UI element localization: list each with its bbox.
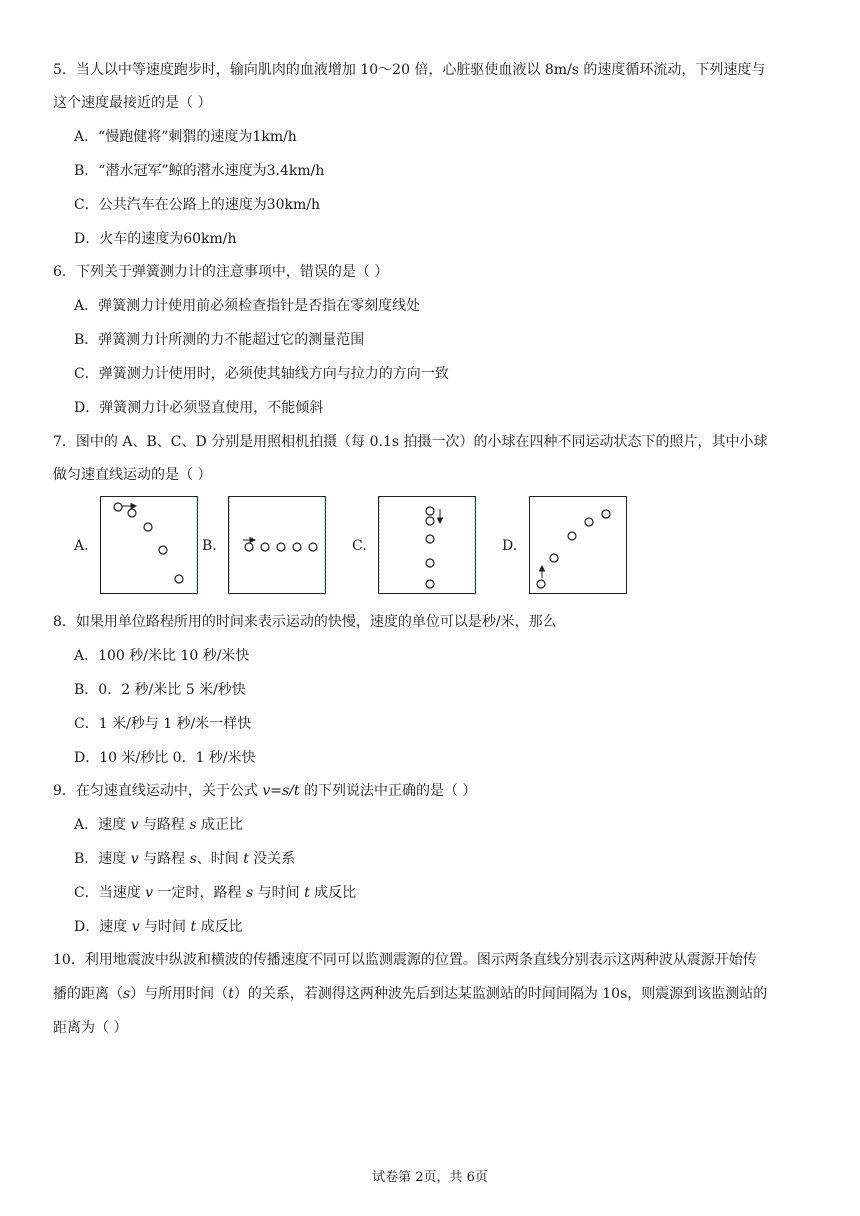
ball xyxy=(144,523,152,531)
q7-label-d: D. xyxy=(502,538,518,554)
ball xyxy=(585,518,593,526)
arrow-down-icon xyxy=(438,509,443,523)
q9-option-a: A．速度 v 与路程 s 成正比 xyxy=(74,817,244,833)
q7-panel-c xyxy=(378,496,476,594)
ball xyxy=(277,543,285,551)
arrow-right-icon xyxy=(243,538,255,543)
q7-panel-b xyxy=(228,496,326,594)
q9-option-c: C．当速度 v 一定时，路程 s 与时间 t 成反比 xyxy=(74,885,357,901)
ball xyxy=(568,532,576,540)
arrow-up-icon xyxy=(540,566,545,578)
ball xyxy=(175,575,183,583)
q10-stem-line2: 播的距离（s）与所用时间（t）的关系，若测得这两种波先后到达某监测站的时间间隔为 10s，则震源到该监测站的 xyxy=(53,986,768,1002)
ball xyxy=(537,580,545,588)
ball xyxy=(426,580,434,588)
formula: v=s/t xyxy=(262,783,300,799)
q9-option-b: B．速度 v 与路程 s、时间 t 没关系 xyxy=(74,851,296,867)
page-footer: 试卷第 2页，共 6页 xyxy=(372,1170,488,1185)
ball xyxy=(245,543,253,551)
q7-label-b: B. xyxy=(202,538,217,554)
q9-option-d: D．速度 v 与时间 t 成反比 xyxy=(74,919,243,935)
ball xyxy=(261,543,269,551)
ball xyxy=(550,554,558,562)
ball xyxy=(293,543,301,551)
q5-option-a: A．“慢跑健将”刺猬的速度为1km/h xyxy=(74,129,297,145)
q6-option-d: D．弹簧测力计必须竖直使用，不能倾斜 xyxy=(74,400,324,416)
q7-panel-a xyxy=(100,496,198,594)
ball xyxy=(426,535,434,543)
q8-stem: 8．如果用单位路程所用的时间来表示运动的快慢，速度的单位可以是秒/米，那么 xyxy=(53,614,557,630)
ball xyxy=(602,510,610,518)
ball xyxy=(114,503,122,511)
q5-stem-line1: 5．当人以中等速度跑步时，输向肌肉的血液增加 10～20 倍，心脏驱使血液以 8m/s 的速度循环流动，下列速度与 xyxy=(53,62,766,78)
q8-option-d: D．10 米/秒比 0．1 秒/米快 xyxy=(74,750,256,766)
q6-stem: 6．下列关于弹簧测力计的注意事项中，错误的是（ ） xyxy=(53,264,389,280)
q6-option-a: A．弹簧测力计使用前必须检查指针是否指在零刻度线处 xyxy=(74,298,421,314)
ball xyxy=(426,559,434,567)
q7-stem-line1: 7．图中的 A、B、C、D 分别是用照相机拍摄（每 0.1s 拍摄一次）的小球在四种不同运动状态下的照片，其中小球 xyxy=(53,434,768,450)
q7-stem-line2: 做匀速直线运动的是（ ） xyxy=(53,467,212,483)
ball xyxy=(426,517,434,525)
q7-panel-d xyxy=(529,496,627,594)
arrow-right-icon xyxy=(122,504,136,509)
q6-option-c: C．弹簧测力计使用时，必须使其轴线方向与拉力的方向一致 xyxy=(74,366,449,382)
q6-option-b: B．弹簧测力计所测的力不能超过它的测量范围 xyxy=(74,332,365,348)
q10-stem-line1: 10．利用地震波中纵波和横波的传播速度不同可以监测震源的位置。图示两条直线分别表示这两种波从震源开始传 xyxy=(53,952,757,968)
q9-stem: 9．在匀速直线运动中，关于公式 v=s/t 的下列说法中正确的是（ ） xyxy=(53,783,477,799)
q10-stem-line3: 距离为（ ） xyxy=(53,1020,128,1036)
ball xyxy=(159,546,167,554)
q8-option-b: B．0．2 秒/米比 5 米/秒快 xyxy=(74,682,246,698)
q5-option-c: C．公共汽车在公路上的速度为30km/h xyxy=(74,197,321,213)
ball xyxy=(309,543,317,551)
q7-diagram-row xyxy=(74,496,634,600)
q5-option-d: D．火车的速度为60km/h xyxy=(74,231,237,247)
ball xyxy=(128,509,136,517)
q7-label-a: A. xyxy=(74,538,89,554)
q7-label-c: C. xyxy=(352,538,367,554)
ball xyxy=(426,507,434,515)
q5-stem-line2: 这个速度最接近的是（ ） xyxy=(53,95,212,111)
q5-option-b: B．“潜水冠军”鲸的潜水速度为3.4km/h xyxy=(74,163,325,179)
q8-option-c: C．1 米/秒与 1 秒/米一样快 xyxy=(74,716,252,732)
q8-option-a: A．100 秒/米比 10 秒/米快 xyxy=(74,648,250,664)
